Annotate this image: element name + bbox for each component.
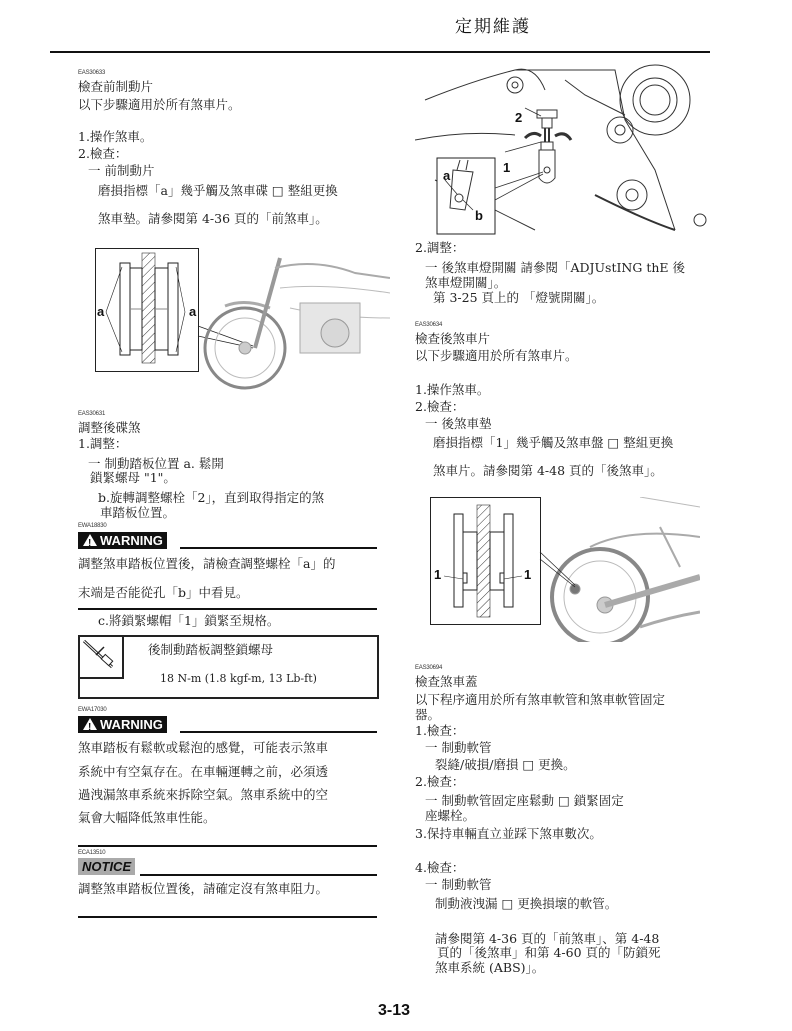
figure-label-b: b xyxy=(475,208,483,223)
notice-label: NOTICE xyxy=(78,858,135,875)
item-rear-brake-pad: 一 後煞車墊 xyxy=(425,416,492,431)
pedal-position-item-c: c.將鎖緊螺帽「1」鎖緊至規格。 xyxy=(98,613,280,628)
hose-step-4: 4.檢查： xyxy=(415,860,465,875)
torque-spec-value: 18 N-m (1.8 kgf-m, 13 Lb-ft) xyxy=(160,672,317,685)
hose-step-1-item: 一 制動軟管 xyxy=(425,740,492,755)
notice-code: ECA13510 xyxy=(78,850,106,856)
wear-description-line2: 煞車墊。請參閱第 4-36 頁的「前煞車」。 xyxy=(98,211,328,226)
figure-label-a: a xyxy=(443,168,451,183)
section-title-brake-hoses: 檢查煞車蓋 xyxy=(415,674,478,689)
adjust-step-2: 2.調整： xyxy=(415,240,465,255)
section-code: EAS30634 xyxy=(415,322,443,328)
torque-spec-box xyxy=(78,635,379,699)
notice-end-rule xyxy=(78,916,377,918)
figure-label-1: 1 xyxy=(503,160,511,175)
warning-text-line1: 調整煞車踏板位置後，請檢查調整螺栓「a」的 xyxy=(78,556,336,571)
step-2: 2.檢查： xyxy=(78,146,128,161)
figure-label-1-left: 1 xyxy=(434,567,442,582)
section-title-front-brake-pads: 檢查前制動片 xyxy=(78,79,154,94)
reference-line2: 頁的「後煞車」和第 4-60 頁的「防鎖死 xyxy=(437,945,661,960)
warning-rule xyxy=(180,547,377,549)
pedal-position-item-a: 一 制動踏板位置 a. 鬆開 xyxy=(88,456,224,471)
section-code: EAS30631 xyxy=(78,411,106,417)
hose-step-2: 2.檢查： xyxy=(415,774,465,789)
brake-pedal-adjuster-figure xyxy=(415,60,710,235)
section-title-rear-brake-pads: 檢查後煞車片 xyxy=(415,331,491,346)
brake-light-switch-line2: 煞車燈開關」。 xyxy=(425,275,507,290)
item-front-brake-pad: 一 前制動片 xyxy=(88,163,155,178)
figure-label-a-left: a xyxy=(97,304,105,319)
warning-triangle-icon xyxy=(83,718,97,730)
warning-triangle-icon xyxy=(83,534,97,546)
wear-description-line1: 磨損指標「a」幾乎觸及煞車碟 □ 整組更換 xyxy=(98,183,338,198)
warning2-line3: 過洩漏煞車系統來拆除空氣。煞車系統中的空 xyxy=(78,787,329,802)
front-brake-illustration xyxy=(95,248,390,406)
wear-description-line2: 煞車片。請參閱第 4-48 頁的「後煞車」。 xyxy=(433,463,663,478)
step-2: 2.檢查： xyxy=(415,399,465,414)
warning-label: ! WARNING xyxy=(78,532,167,549)
hose-step-3: 3.保持車輛直立並踩下煞車數次。 xyxy=(415,826,602,841)
warning-code: EWA18830 xyxy=(78,523,107,529)
figure-label-2: 2 xyxy=(515,110,523,125)
warning-label: ! WARNING xyxy=(78,716,167,733)
figure-label-1-right: 1 xyxy=(524,567,532,582)
warning-text-line2: 末端是否能從孔「b」中看見。 xyxy=(78,585,249,600)
pedal-position-item-a-cont: 鎖緊螺母 "1"。 xyxy=(90,470,176,485)
torque-spec-title: 後制動踏板調整鎖螺母 xyxy=(148,642,274,657)
intro-text: 以下步驟適用於所有煞車片。 xyxy=(415,348,578,363)
wear-description-line1: 磨損指標「1」幾乎觸及煞車盤 □ 整組更換 xyxy=(433,435,674,450)
step-1: 1.操作煞車。 xyxy=(415,382,490,397)
pedal-illustration xyxy=(415,60,710,235)
hose-step-2-item-cont: 座螺栓。 xyxy=(425,808,476,823)
section-title-adjust-rear-brake: 調整後碟煞 xyxy=(78,420,141,435)
page-header-title: 定期維護 xyxy=(455,17,531,37)
figure-label-a-right: a xyxy=(189,304,197,319)
hose-step-2-item: 一 制動軟管固定座鬆動 □ 鎖緊固定 xyxy=(425,793,624,808)
rear-brake-pad-figure xyxy=(430,497,700,642)
header-rule xyxy=(50,51,472,53)
warning2-line4: 氣會大幅降低煞車性能。 xyxy=(78,810,216,825)
rear-brake-illustration xyxy=(430,497,700,642)
notice-rule xyxy=(140,874,377,876)
warning-code: EWA17030 xyxy=(78,707,107,713)
hose-intro-line2: 器。 xyxy=(415,707,441,722)
warning-end-rule xyxy=(78,608,377,610)
brake-light-switch-line3: 第 3-25 頁上的 「燈號開關」。 xyxy=(433,290,605,305)
pedal-position-item-b: b.旋轉調整螺栓「2」，直到取得指定的煞 xyxy=(98,490,325,505)
warning2-line1: 煞車踏板有鬆軟或鬆泡的感覺，可能表示煞車 xyxy=(78,740,329,755)
adjust-step-1: 1.調整： xyxy=(78,436,128,451)
reference-line3: 煞車系統 (ABS)」。 xyxy=(435,960,545,975)
page-number: 3-13 xyxy=(378,1002,411,1019)
header-rule-right xyxy=(415,51,710,53)
intro-text: 以下步驟適用於所有煞車片。 xyxy=(78,97,241,112)
pedal-position-item-b-cont: 車踏板位置。 xyxy=(100,505,176,520)
warning-rule xyxy=(180,731,377,733)
section-code: EAS30633 xyxy=(78,70,106,76)
step-1: 1.操作煞車。 xyxy=(78,129,153,144)
warning2-line2: 系統中有空氣存在。在車輛運轉之前，必須透 xyxy=(78,764,329,779)
brake-light-switch-line1: 一 後煞車燈開關 請參閱「ADJUstING thE 後 xyxy=(425,260,685,275)
warning2-end-rule xyxy=(78,845,377,847)
hose-step-1-desc: 裂縫/破損/磨損 □ 更換。 xyxy=(435,757,576,772)
reference-line1: 請參閱第 4-36 頁的「前煞車」、第 4-48 xyxy=(435,931,660,946)
hose-step-4-desc: 制動液洩漏 □ 更換損壞的軟管。 xyxy=(435,896,618,911)
notice-text: 調整煞車踏板位置後，請確定沒有煞車阻力。 xyxy=(78,881,329,896)
hose-intro-line1: 以下程序適用於所有煞車軟管和煞車軟管固定 xyxy=(415,692,666,707)
hose-step-4-item: 一 制動軟管 xyxy=(425,877,492,892)
hose-step-1: 1.檢查： xyxy=(415,723,465,738)
section-code: EAS30694 xyxy=(415,665,443,671)
torque-wrench-icon xyxy=(78,635,124,679)
front-brake-pad-figure xyxy=(95,248,390,406)
